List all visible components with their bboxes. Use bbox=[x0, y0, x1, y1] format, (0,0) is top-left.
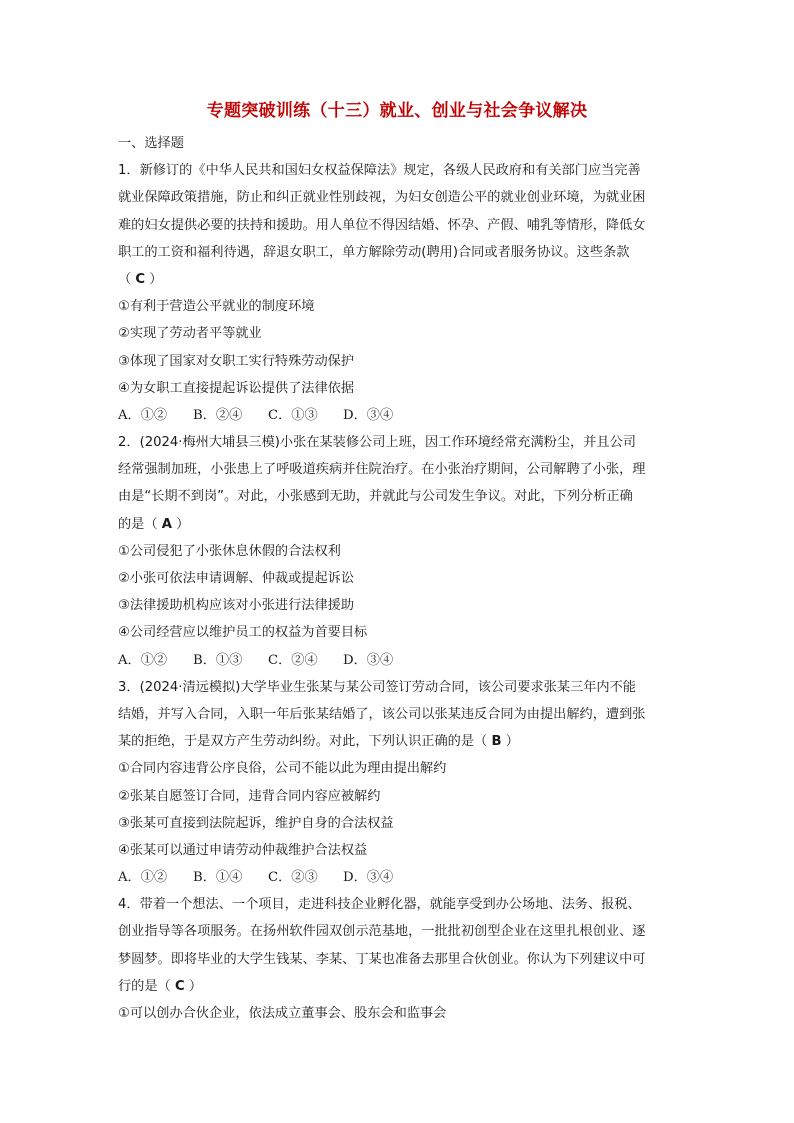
question-4 bbox=[118, 891, 678, 1027]
statement-item: ②张某自愿签订合同，违背合同内容应被解约 bbox=[118, 788, 381, 804]
answer-options bbox=[118, 402, 678, 429]
section-heading: 一、选择题 bbox=[118, 136, 184, 151]
answer-line bbox=[118, 728, 678, 755]
answer-letter: B bbox=[491, 734, 502, 750]
statement-item: ①公司侵犯了小张休息休假的合法权利 bbox=[118, 543, 341, 559]
option-b: B．②④ bbox=[193, 407, 243, 423]
option-d: D．③④ bbox=[343, 652, 394, 668]
option-a: A．①② bbox=[118, 870, 168, 886]
question-text-line: 由是“长期不到岗”。对此，小张感到无助，并就此与公司发生争议。对此，下列分析正确 bbox=[118, 489, 633, 505]
question-text-line: 梦圆梦。即将毕业的大学生钱某、李某、丁某也准备去那里合伙创业。你认为下列建议中可 bbox=[118, 951, 646, 967]
statement-item: ③体现了国家对女职工实行特殊劳动保护 bbox=[118, 353, 355, 369]
statement-item: ②小张可依法申请调解、仲裁或提起诉讼 bbox=[118, 571, 355, 586]
question-3 bbox=[118, 674, 678, 892]
statement-item: ④张某可以通过申请劳动仲裁维护合法权益 bbox=[118, 842, 368, 858]
statement-item: ④公司经营应以维护员工的权益为首要目标 bbox=[118, 625, 368, 641]
statement-item: ③法律援助机构应该对小张进行法律援助 bbox=[118, 598, 355, 614]
question-text-line: 经常强制加班，小张患上了呼吸道疾病并住院治疗。在小张治疗期间，公司解聘了小张，理 bbox=[118, 462, 646, 478]
answer-bracket-close: ） bbox=[145, 271, 163, 287]
question-1 bbox=[118, 157, 678, 429]
question-text-tail: 行的是（ bbox=[118, 978, 175, 994]
option-d: D．③④ bbox=[343, 870, 394, 886]
answer-bracket-close: ） bbox=[171, 516, 190, 532]
option-b: B．①④ bbox=[193, 870, 243, 886]
question-text-line: 4．带着一个想法、一个项目，走进科技企业孵化器，就能享受到办公场地、法务、报税、 bbox=[118, 897, 641, 913]
answer-letter: C bbox=[135, 271, 146, 287]
question-text-line: 创业指导等各项服务。在扬州软件园双创示范基地，一批批初创型企业在这里扎根创业、逐 bbox=[118, 924, 646, 940]
question-text-line: 就业保障政策措施，防止和纠正就业性别歧视，为妇女创造公平的就业创业环境，为就业困 bbox=[118, 190, 646, 206]
option-d: D．③④ bbox=[343, 407, 394, 423]
question-2 bbox=[118, 429, 678, 674]
statement-item: ②实现了劳动者平等就业 bbox=[118, 326, 262, 342]
statement-item: ①有利于营造公平就业的制度环境 bbox=[118, 299, 315, 315]
question-text-line: 1．新修订的《中华人民共和国妇女权益保障法》规定，各级人民政府和有关部门应当完善 bbox=[118, 163, 641, 179]
question-text-line: 难的妇女提供必要的扶持和援助。用人单位不得因结婚、怀孕、产假、哺乳等情形，降低女 bbox=[118, 217, 646, 233]
document-body bbox=[118, 130, 678, 1027]
statement-item: ①可以创办合伙企业，依法成立董事会、股东会和监事会 bbox=[118, 1006, 447, 1021]
statement-item: ③张某可直接到法院起诉，维护自身的合法权益 bbox=[118, 815, 394, 831]
option-c: C．①③ bbox=[268, 407, 318, 423]
answer-letter: A bbox=[161, 516, 172, 532]
answer-line bbox=[118, 266, 678, 293]
option-c: C．②③ bbox=[268, 870, 318, 886]
question-text-line: 2．(2024·梅州大埔县三模)小张在某装修公司上班，因工作环境经常充满粉尘，并且公司 bbox=[118, 435, 636, 451]
answer-options bbox=[118, 864, 678, 891]
answer-letter: C bbox=[174, 978, 185, 994]
question-text-line: 3．(2024·清远模拟)大学毕业生张某与某公司签订劳动合同，该公司要求张某三年内不能 bbox=[118, 679, 636, 695]
answer-bracket-close: ） bbox=[184, 978, 203, 994]
option-a: A．①② bbox=[118, 407, 168, 423]
answer-line bbox=[118, 511, 678, 538]
question-text-tail: 某的拒绝，于是双方产生劳动纠纷。对此，下列认识正确的是（ bbox=[118, 734, 492, 750]
answer-bracket-open: （ bbox=[118, 271, 136, 287]
answer-line bbox=[118, 973, 678, 1000]
page-title: 专题突破训练（十三）就业、创业与社会争议解决 bbox=[206, 101, 588, 121]
option-c: C．②④ bbox=[268, 652, 318, 668]
question-text-line: 结婚，并写入合同，入职一年后张某结婚了，该公司以张某违反合同为由提出解约，遭到张 bbox=[118, 706, 646, 722]
answer-bracket-close: ） bbox=[501, 734, 519, 750]
answer-options bbox=[118, 647, 678, 674]
statement-item: ①合同内容违背公序良俗，公司不能以此为理由提出解约 bbox=[118, 761, 447, 777]
question-text-tail: 的是（ bbox=[118, 516, 162, 532]
question-text-line: 职工的工资和福利待遇，辞退女职工，单方解除劳动(聘用)合同或者服务协议。这些条款 bbox=[118, 244, 630, 260]
option-b: B．①③ bbox=[193, 652, 243, 668]
statement-item: ④为女职工直接提起诉讼提供了法律依据 bbox=[118, 380, 355, 396]
option-a: A．①② bbox=[118, 652, 168, 668]
